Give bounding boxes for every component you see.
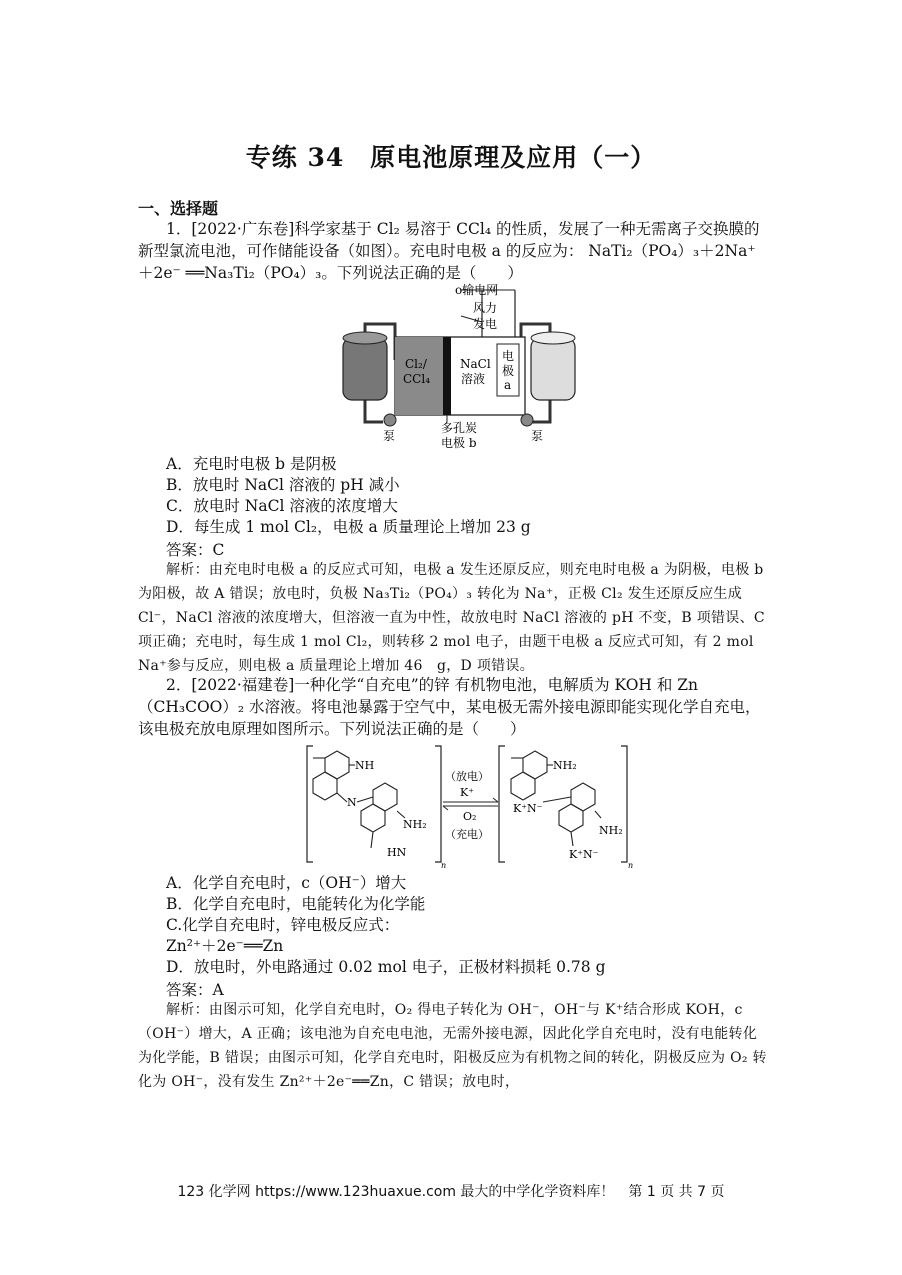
kn-right-mid-label: K⁺N⁻: [513, 802, 543, 815]
q2-option-b: B．化学自充电时，电能转化为化学能: [166, 895, 426, 913]
question-1-stem: 1．[2022·广东卷]科学家基于 Cl₂ 易溶于 CCl₄ 的性质，发展了一种无需离子交换膜的新型氯流电池，可作储能设备（如图）。充电时电极 a 的反应为： NaTi₂（PO₄）₃＋2Na⁺＋2e⁻ ══Na₃Ti₂（PO₄）₃。下列说法正确的是（ ）: [138, 220, 760, 282]
q1-option-a: A．充电时电极 b 是阴极: [166, 455, 337, 473]
right-tank: [531, 338, 575, 400]
left-tank: [343, 338, 387, 400]
subscript-n-left: n: [441, 861, 447, 868]
nh2-right-top-label: NH₂: [553, 759, 577, 772]
left-pump-icon: [384, 414, 396, 426]
charge-label: （充电）: [445, 828, 489, 841]
q1-option-b: B．放电时 NaCl 溶液的 pH 减小: [166, 476, 400, 494]
nacl-label: NaCl: [460, 357, 491, 371]
q2-option-c: C.化学自充电时，锌电极反应式：: [166, 916, 400, 934]
electrode-a-label-1: 电: [502, 349, 515, 363]
porous-carbon-electrode: [443, 337, 451, 415]
wind-label: 风力: [473, 301, 498, 315]
o2-label: O₂: [463, 810, 477, 823]
kn-right-bottom-label: K⁺N⁻: [569, 848, 599, 861]
q2-analysis: 解析：由图示可知，化学自充电时，O₂ 得电子转化为 OH⁻，OH⁻与 K⁺结合形成 KOH，c（OH⁻）增大，A 正确；该电池为自充电电池，无需外接电源，因此化学自充电时，没有电能转化为化学能，B 错误；由图示可知，化学自充电时，阳极反应为有机物之间的转化，阴极反应为 O₂ 转化为 OH⁻，没有发生 Zn²⁺＋2e⁻══Zn，C 错误；放电时，: [138, 1002, 767, 1090]
nh2-right-label: NH₂: [599, 824, 623, 837]
porous-label: 多孔炭: [441, 421, 478, 435]
discharge-label: （放电）: [445, 770, 489, 783]
nh-left-label: NH: [355, 759, 375, 772]
electrode-a-label-2: 极: [502, 364, 515, 378]
ccl4-label: CCl₄: [403, 372, 431, 386]
q1-option-c: C．放电时 NaCl 溶液的浓度增大: [166, 497, 398, 515]
right-pump-icon: [521, 414, 533, 426]
page-footer: 123 化学网 https://www.123huaxue.com 最大的中学化学资料库！ 第 1 页 共 7 页: [177, 1184, 725, 1200]
q1-analysis: 解析：由充电时电极 a 的反应式可知，电极 a 发生还原反应，则充电时电极 a 为阴极，电极 b 为阳极，故 A 错误；放电时，负极 Na₃Ti₂（PO₄）₃ 转化为 Na⁺，正极 Cl₂ 发生还原反应生成 Cl⁻，NaCl 溶液的浓度增大，但溶液一直为中性，故放电时 NaCl 溶液的 pH 不变，B 项错误、C 项正确；充电时，每生成 1 mol Cl₂，则转移 2 mol 电子，由题干电极 a 反应式可知，有 2 mol Na⁺参与反应，则电极 a 质量理论上增加 46 g，D 项错误。: [138, 562, 765, 674]
q2-option-d: D．放电时，外电路通过 0.02 mol 电子，正极材料损耗 0.78 g: [166, 958, 606, 976]
left-pump-label: 泵: [383, 429, 396, 443]
n-bridge-label: N: [347, 796, 357, 809]
battery-diagram: [335, 282, 580, 454]
section-heading: 一、选择题: [138, 199, 219, 218]
reaction-diagram: [295, 740, 640, 868]
solution-label: 溶液: [461, 372, 486, 386]
q2-answer: 答案：A: [166, 981, 224, 999]
q1-option-d: D．每生成 1 mol Cl₂，电极 a 质量理论上增加 23 g: [166, 518, 531, 536]
question-2-stem: 2．[2022·福建卷]一种化学“自充电”的锌 有机物电池，电解质为 KOH 和 Zn（CH₃COO）₂ 水溶液。将电池暴露于空气中，某电极无需外接电源即能实现化学自充电，该电极充放电原理如图所示。下列说法正确的是（ ）: [138, 676, 761, 738]
k-plus-label: K⁺: [460, 786, 475, 799]
grid-label: o输电网: [455, 283, 499, 297]
subscript-n-right: n: [628, 861, 634, 868]
electrode-b-label: 电极 b: [441, 436, 477, 450]
electrode-a-label-3: a: [504, 378, 512, 392]
q2-option-c-equation: Zn²⁺＋2e⁻══Zn: [166, 937, 284, 955]
cl2-label: Cl₂/: [405, 357, 427, 371]
power-label: 发电: [473, 317, 498, 331]
page-title: 专练 34 原电池原理及应用（一）: [245, 143, 657, 172]
hn-left-label: HN: [387, 846, 407, 859]
nh2-left-label: NH₂: [403, 818, 427, 831]
q1-answer: 答案：C: [166, 541, 225, 559]
q2-option-a: A．化学自充电时，c（OH⁻）增大: [166, 874, 407, 892]
right-pump-label: 泵: [531, 429, 544, 443]
